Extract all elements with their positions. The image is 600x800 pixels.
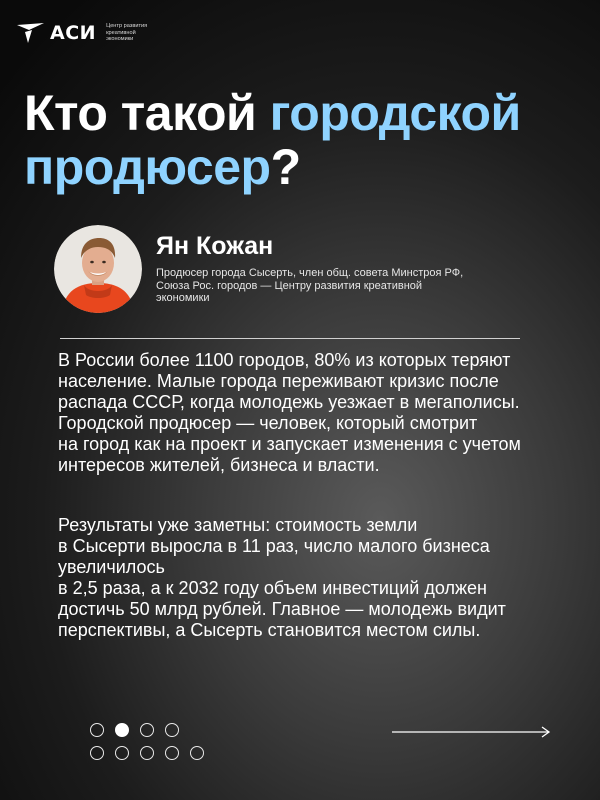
pagination-dot[interactable] [165, 723, 179, 737]
paragraph-intro-text: В России более 1100 городов, 80% из которых теряют население. Малые города переживают кризис после распада СССР, когда молодежь уезжает в мегаполисы. Городской продюсер — человек, который смотрит на город как на проект и запускает изменения с учетом интересов жителей, бизнеса и власти. [58, 350, 521, 475]
pagination-dot[interactable] [190, 746, 204, 760]
page-title [24, 86, 594, 194]
title-part-white: Кто такой [24, 85, 270, 141]
pagination-dot[interactable] [90, 746, 104, 760]
author-name: Ян Кожан [156, 232, 274, 260]
pagination-dot[interactable] [115, 746, 129, 760]
arrow-right-icon[interactable] [392, 724, 552, 740]
title-question-mark: ? [270, 139, 301, 195]
pagination-dot[interactable] [140, 723, 154, 737]
paragraph-results-text: Результаты уже заметны: стоимость земли в Сысерти выросла в 11 раз, число малого бизнеса увеличилось в 2,5 раза, а к 2032 году объем инвестиций должен достичь 50 млрд рублей. Главное — молодежь видит перспективы, а Сысерть становится местом силы. [58, 515, 506, 640]
avatar [54, 225, 142, 313]
author-block [54, 225, 466, 313]
title-part-accent-2: продюсер [24, 139, 271, 195]
pagination-dot[interactable] [140, 746, 154, 760]
pagination-dot[interactable] [165, 746, 179, 760]
slide-pagination [90, 723, 215, 760]
pagination-dot[interactable] [115, 723, 129, 737]
logo-subtitle: Центр развития креативной экономики [106, 23, 148, 43]
paragraph-intro [58, 350, 558, 476]
divider [60, 338, 520, 339]
logo-text: АСИ [50, 22, 97, 44]
pagination-row-2 [90, 746, 215, 760]
author-info [156, 231, 466, 305]
asi-logo-mark-icon [16, 22, 46, 44]
pagination-dot[interactable] [90, 723, 104, 737]
pagination-row-1 [90, 723, 215, 737]
logo [16, 22, 158, 44]
author-role: Продюсер города Сысерть, член общ. совета Минстроя РФ, Союза Рос. городов — Центру развития креативной экономики [156, 267, 464, 304]
paragraph-results [58, 515, 558, 641]
title-part-accent: городской [269, 85, 521, 141]
